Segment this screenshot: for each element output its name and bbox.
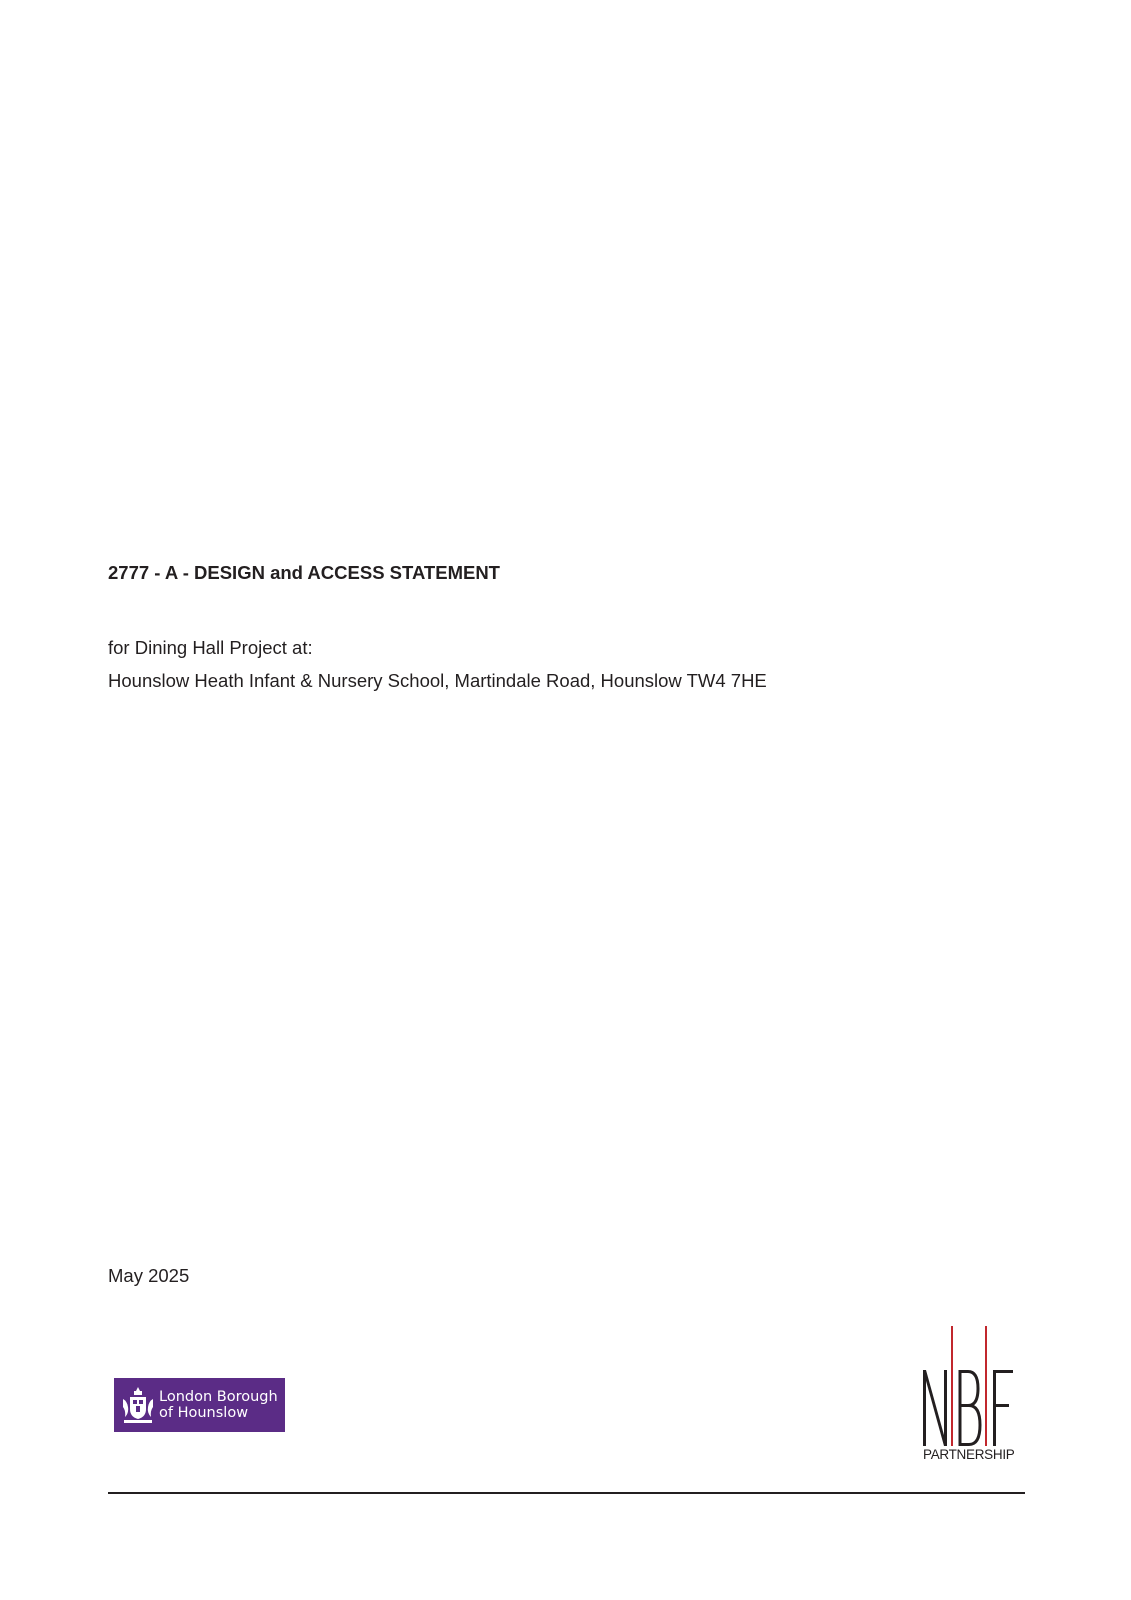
document-date: May 2025	[108, 1265, 190, 1286]
hounslow-logo	[114, 1378, 285, 1432]
footer-rule	[108, 1492, 1025, 1494]
project-description: for Dining Hall Project at:	[108, 637, 313, 658]
hounslow-logo-text: London Borough of Hounslow	[159, 1389, 278, 1421]
nbf-logo	[915, 1326, 1025, 1466]
nbf-caption: PARTNERSHIP	[923, 1447, 1015, 1462]
page-title: 2777 - A - DESIGN and ACCESS STATEMENT	[108, 562, 500, 583]
project-address: Hounslow Heath Infant & Nursery School, Martindale Road, Hounslow TW4 7HE	[108, 670, 767, 691]
nbf-mark	[915, 1326, 1025, 1446]
crest-icon	[120, 1385, 156, 1425]
